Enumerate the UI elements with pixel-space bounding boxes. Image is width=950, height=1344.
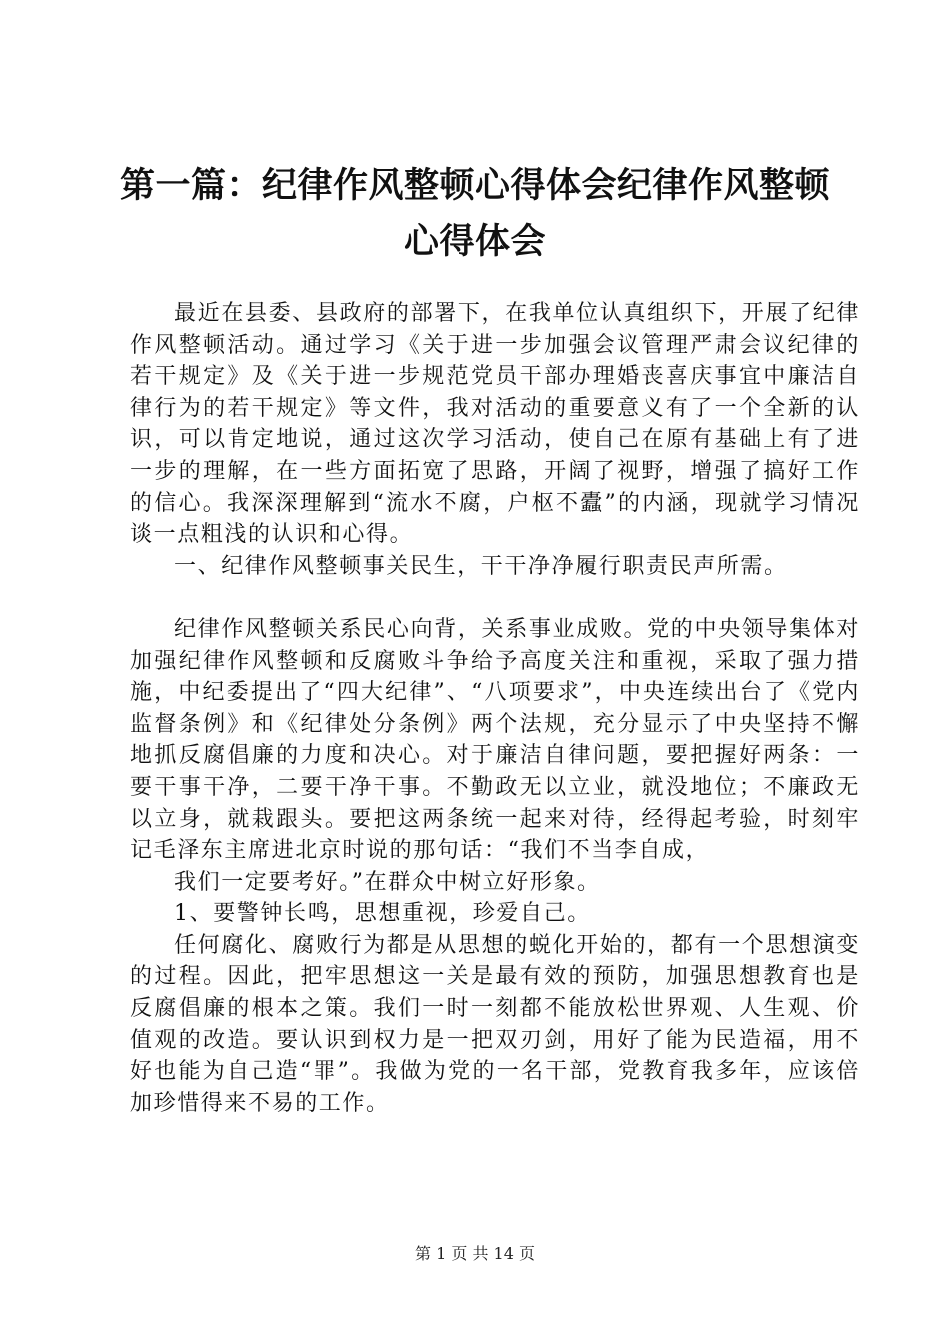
paragraph-subsection-1: 任何腐化、腐败行为都是从思想的蜕化开始的，都有一个思想演变的过程。因此，把牢思想这一关是最有效的预防，加强思想教育也是反腐倡廉的根本之策。我们一时一刻都不能放松世界观、人生观、价值观的改造。要认识到权力是一把双刃剑，用好了能为民造福，用不好也能为自己造“罪”。我做为党的一名干部，党教育我多年，应该倍加珍惜得来不易的工作。	[130, 932, 860, 1116]
document-body	[130, 298, 860, 1119]
document-title	[100, 158, 850, 270]
section-heading-1: 一、纪律作风整顿事关民生，干干净净履行职责民声所需。	[174, 553, 788, 579]
paragraph-section-1: 纪律作风整顿关系民心向背，关系事业成败。党的中央领导集体对加强纪律作风整顿和反腐败斗争给予高度关注和重视，采取了强力措施，中纪委提出了“四大纪律”、“八项要求”，中央连续出台了《党内监督条例》和《纪律处分条例》两个法规，充分显示了中央坚持不懈地抓反腐倡廉的力度和决心。对于廉洁自律问题，要把握好两条：一要干事干净，二要干净干事。不勤政无以立业，就没地位；不廉政无以立身，就栽跟头。要把这两条统一起来对待，经得起考验，时刻牢记毛泽东主席进北京时说的那句话：“我们不当李自成，	[130, 616, 860, 864]
paragraph-intro: 最近在县委、县政府的部署下，在我单位认真组织下，开展了纪律作风整顿活动。通过学习《关于进一步加强会议管理严肃会议纪律的若干规定》及《关于进一步规范党员干部办理婚丧喜庆事宜中廉洁自律行为的若干规定》等文件，我对活动的重要意义有了一个全新的认识，可以肯定地说，通过这次学习活动，使自己在原有基础上有了进一步的理解，在一些方面拓宽了思路，开阔了视野，增强了搞好工作的信心。我深深理解到“流水不腐，户枢不蠹”的内涵，现就学习情况谈一点粗浅的认识和心得。	[130, 301, 860, 548]
paragraph-continuation: 我们一定要考好。”在群众中树立好形象。	[174, 869, 601, 895]
subheading-1: 1、要警钟长鸣，思想重视，珍爱自己。	[174, 901, 591, 927]
page-footer: 第 1 页 共 14 页	[415, 1244, 535, 1263]
title-line-1: 第一篇：纪律作风整顿心得体会纪律作风整顿	[119, 166, 830, 206]
title-line-2: 心得体会	[403, 222, 546, 262]
